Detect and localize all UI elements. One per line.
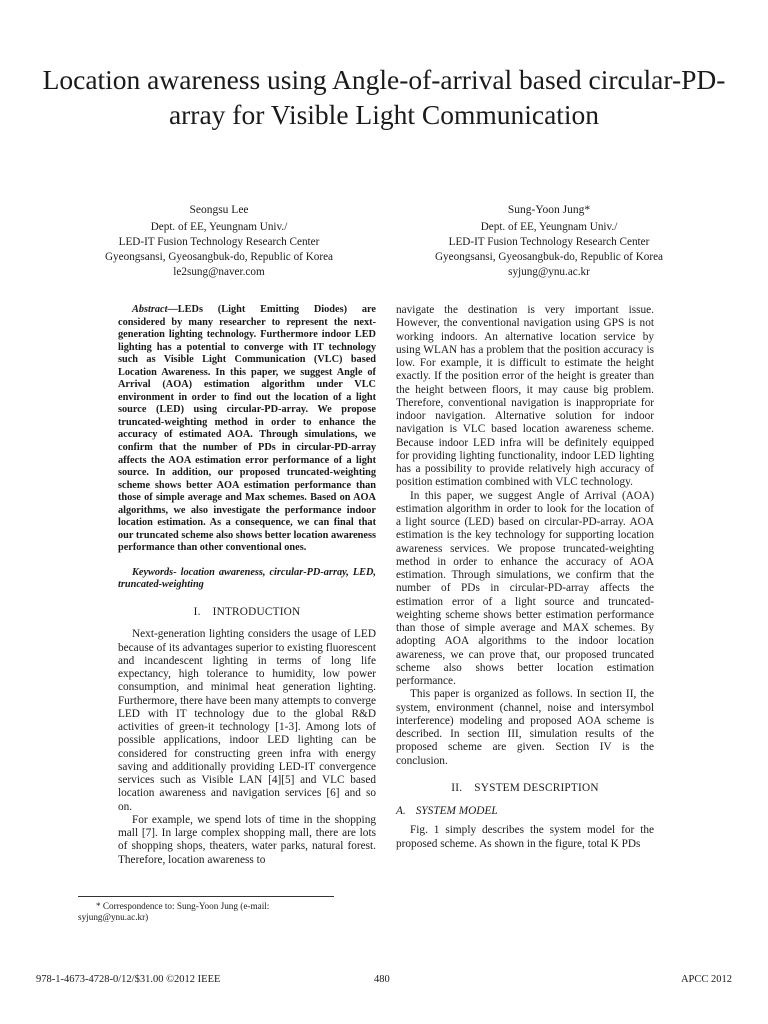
footnote-line: * Correspondence to: Sung-Yoon Jung (e-mail: [96,901,270,911]
author-name: Seongsu Lee [189,204,249,216]
author-block-2 [384,203,714,280]
author-affiliation-dept: Dept. of EE, Yeungnam Univ./ [150,221,288,233]
subsection-title: SYSTEM MODEL [415,805,498,817]
section-title: INTRODUCTION [212,606,301,619]
footnote-line: syjung@ynu.ac.kr) [78,912,149,922]
subsection-heading-system-model [396,805,654,818]
subsection-number: A. [396,805,406,817]
author-email: le2sung@naver.com [173,266,265,278]
page-number: 480 [374,974,390,985]
footer-conference: APCC 2012 [680,974,732,985]
paragraph: Fig. 1 simply describes the system model for the proposed scheme. As shown in the figure, total K PDs [396,824,654,850]
section-heading-system-description [396,782,654,795]
abstract-lead: Abstract [132,304,168,315]
section-heading-introduction [118,606,376,619]
author-affiliation-center: LED-IT Fusion Technology Research Center [448,236,650,248]
footnote [78,901,358,923]
paragraph: For example, we spend lots of time in the shopping mall [7]. In large complex shopping mall, there are lots of shopping shops, theaters, water parks, natural forest. Therefore, location awareness to [118,813,376,866]
author-address: Gyeongsansi, Gyeosangbuk-do, Republic of Korea [104,251,334,263]
left-column [118,304,376,867]
keywords: Keywords- location awareness, circular-PD-array, LED, truncated-weighting [118,566,376,591]
author-affiliation-center: LED-IT Fusion Technology Research Center [118,236,320,248]
author-address: Gyeongsansi, Gyeosangbuk-do, Republic of Korea [434,251,664,263]
author-affiliation-dept: Dept. of EE, Yeungnam Univ./ [480,221,618,233]
paragraph: This paper is organized as follows. In section II, the system, environment (channel, noise and intersymbol interference) modeling and proposed AOA scheme is described. In section III, simulation results of the proposed scheme are given. Section IV is the conclusion. [396,688,654,767]
abstract [118,304,376,555]
section-number: I. [193,606,201,619]
paragraph: In this paper, we suggest Angle of Arrival (AOA) estimation algorithm in order to look for the location of a light source (LED) based on circular-PD-array. AOA estimation is the key technology for supporting location awareness services. We propose truncated-weighting method in order to enhance the accuracy of AOA estimation. Through simulations, we confirm that the number of PDs in circular-PD-array affects the estimation error of a light source and truncated-weighting scheme shows better estimation performance than those of simple average and MAX schemes. By adopting AOA algorithms to the indoor location awareness, we can prove that, our proposed truncated scheme also shows better location estimation performance. [396,489,654,687]
section-title: SYSTEM DESCRIPTION [474,781,599,794]
footnote-divider [78,896,334,897]
section-number: II. [451,781,463,794]
paper-title: Location awareness using Angle-of-arrival based circular-PD-array for Visible Light Communication [42,64,726,130]
author-email: syjung@ynu.ac.kr [508,266,590,278]
paragraph: navigate the destination is very important issue. However, the conventional navigation using GPS is not working indoors. An alternative location service by using WLAN has a problem that the position accuracy is low. For example, it is difficult to estimate the height exactly. If the position error of the height is greater than the height between floors, it may cause big problem. Therefore, conventional navigation is inappropriate for indoor navigation. Alternative solution for indoor navigation is VLC based location awareness scheme. Because indoor LED infra will be definitely equipped for providing lighting functionality, indoor LED lighting has a possibility to provide relatively high accuracy of position estimation combined with VLC technology. [396,304,654,489]
author-name: Sung-Yoon Jung* [507,204,591,216]
abstract-body: —LEDs (Light Emitting Diodes) are considered by many researcher to represent the next-generation lighting technology. Furthermore indoor LED lighting has a potential to converge with IT technology such as Visible Light Communication (VLC) based Location Awareness. In this paper, we suggest Angle of Arrival (AOA) estimation algorithm under VLC environment in order to find out the location of a light source (LED) using circular-PD-array. We propose truncated-weighting method in order to enhance the accuracy of estimated AOA. Through simulations, we confirm that the number of PDs in circular-PD-array affects the AOA estimation error performance of a light source. In addition, our proposed truncated-weighting scheme shows better AOA estimation performance than those of simple average and Max schemes. Based on AOA algorithms, we also investigate the performance indoor location estimation. As a consequence, we can final that our truncated scheme also shows better location awareness performance than other conventional ones. [118,304,376,554]
right-column [396,304,654,851]
author-block-1 [54,203,384,280]
footer-copyright: 978-1-4673-4728-0/12/$31.00 ©2012 IEEE [36,974,221,985]
paragraph: Next-generation lighting considers the usage of LED because of its advantages superior to existing fluorescent and incandescent lighting in terms of long life expectancy, high tolerance to humidity, low power consumption, and minimal heat generation lighting. Furthermore, there have been many attempts to converge LED with IT technology due to the global R&D activities of green-it technology [1-3]. Among lots of possible applications, indoor LED lighting can be considered for constructing green infra with energy saving and additionally providing LED-IT convergence services such as Visible LAN [4][5] and VLC based location awareness and navigation services [6] and so on. [118,628,376,813]
